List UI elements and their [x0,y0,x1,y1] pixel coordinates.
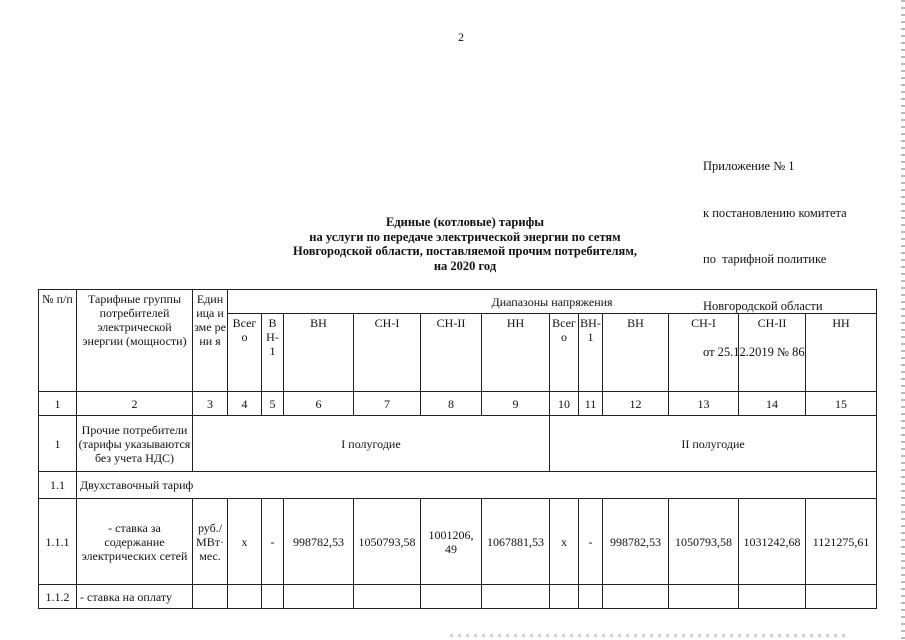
col-number: 12 [603,392,669,416]
row-unit: руб./ МВт· мес. [193,499,228,585]
header-num: № п/п [39,290,77,392]
row-group-label: Прочие потребители (тарифы указываются без учета НДС) [77,416,193,472]
page-number: 2 [458,30,464,44]
title-line: на услуги по передаче электрической энергии по сетям [309,229,621,244]
appendix-line: от 25.12.2019 № 86 [703,345,805,359]
title-line: на 2020 год [433,258,497,273]
half-year-2: II полугодие [550,416,877,472]
header-group: Тарифные группы потребителей электрической энергии (мощности) [77,290,193,392]
col-number: 5 [262,392,284,416]
value-cell: 1001206, 49 [421,499,482,585]
col-number: 1 [39,392,77,416]
half-year-1: I полугодие [193,416,550,472]
col-number: 13 [669,392,739,416]
header-h1-sn2: СН-II [421,314,482,392]
value-cell: х [550,499,579,585]
tariff-table [38,289,877,609]
header-unit: Един ица изме рени я [193,290,228,392]
value-cell: - [262,499,284,585]
value-cell: 1031242,68 [739,499,806,585]
row-label: - ставка на оплату [77,585,193,609]
scan-artifact-edge [901,0,905,640]
row-num: 1.1 [39,472,77,499]
header-h1-sn1: СН-I [354,314,421,392]
row-num: 1.1.2 [39,585,77,609]
col-number: 6 [284,392,354,416]
value-cell: 998782,53 [603,499,669,585]
row-label: - ставка за содержание электрических сетей [77,499,193,585]
header-voltage-ranges: Диапазоны напряжения [228,290,877,314]
title-line: Новгородской области, поставляемой прочим потребителям, [293,244,637,258]
appendix-line: по тарифной политике [703,252,827,266]
col-number: 15 [806,392,877,416]
value-cell: - [579,499,603,585]
value-cell: 1121275,61 [806,499,877,585]
col-number: 11 [579,392,603,416]
document-title [150,215,780,273]
col-number: 9 [482,392,550,416]
header-h1-total: Всег о [228,314,262,392]
value-cell: 1067881,53 [482,499,550,585]
col-number: 7 [354,392,421,416]
value-cell: 998782,53 [284,499,354,585]
header-h2-vn1: ВН- 1 [579,314,603,392]
header-h2-vn: ВН [603,314,669,392]
appendix-line: Новгородской области [703,298,823,313]
row-num: 1 [39,416,77,472]
value-cell: х [228,499,262,585]
row-label: Двухставочный тариф [77,472,877,499]
header-h2-nn: НН [806,314,877,392]
value-cell: 1050793,58 [669,499,739,585]
scan-artifact-bottom [450,634,850,637]
header-h1-nn: НН [482,314,550,392]
col-number: 10 [550,392,579,416]
appendix-line: Приложение № 1 [703,159,795,173]
col-number: 8 [421,392,482,416]
header-h1-vn1: В Н- 1 [262,314,284,392]
header-h2-sn2: СН-II [739,314,806,392]
header-h1-vn: ВН [284,314,354,392]
col-number: 14 [739,392,806,416]
col-number: 3 [193,392,228,416]
col-number: 4 [228,392,262,416]
header-h2-total: Всег о [550,314,579,392]
title-line: Единые (котловые) тарифы [385,215,544,229]
value-cell: 1050793,58 [354,499,421,585]
header-h2-sn1: СН-I [669,314,739,392]
appendix-line: к постановлению комитета [703,205,847,220]
row-num: 1.1.1 [39,499,77,585]
col-number: 2 [77,392,193,416]
